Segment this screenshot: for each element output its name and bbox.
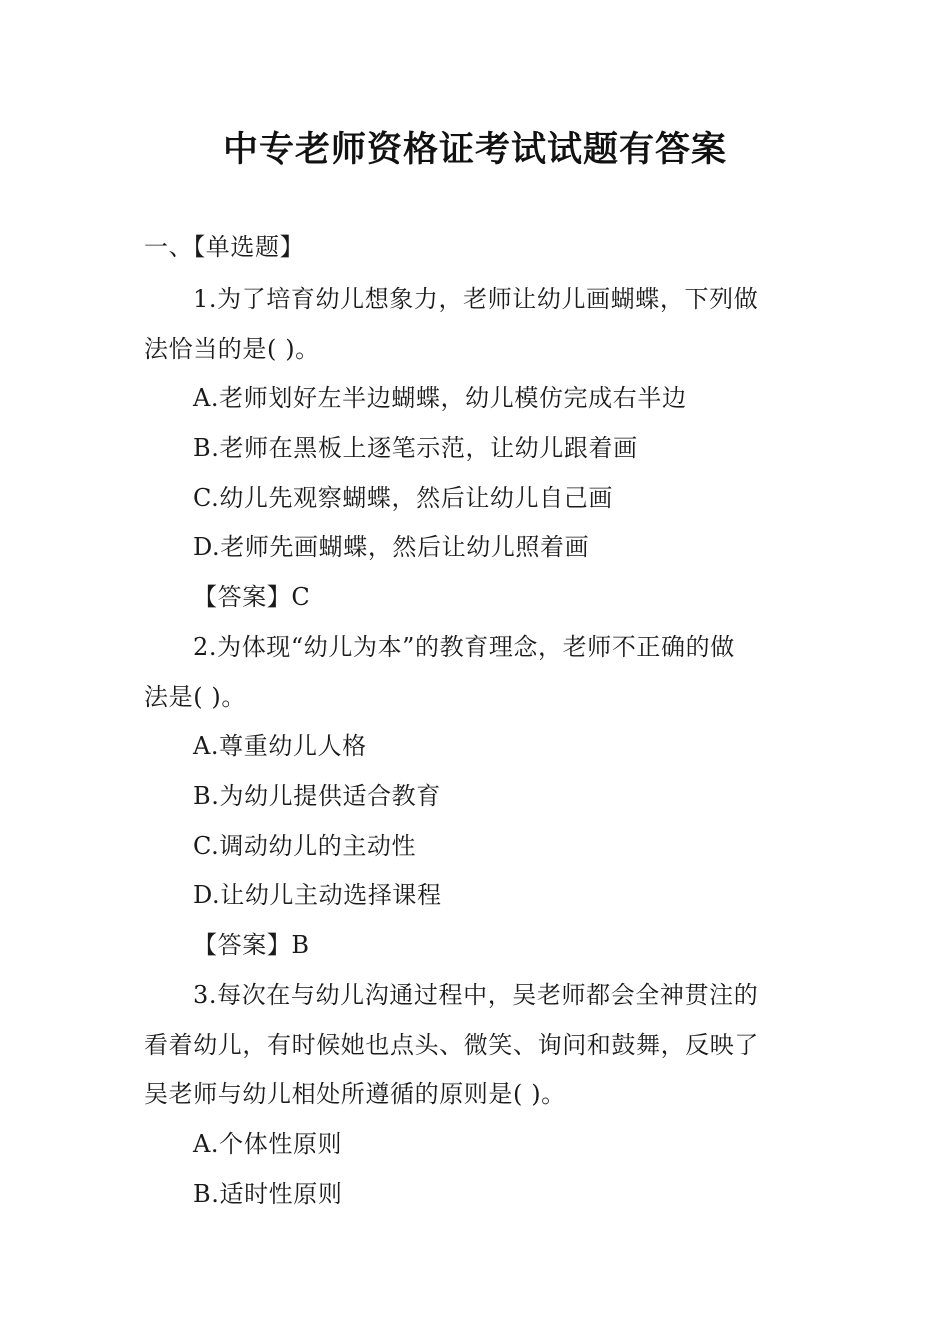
question-2-option-d: D.让幼儿主动选择课程 [193,881,442,909]
question-3-option-b: B.适时性原则 [193,1180,343,1208]
question-3-text-line-2: 看着幼儿，有时候她也点头、微笑、询问和鼓舞，反映了 [144,1031,759,1059]
question-3-text-line-3: 吴老师与幼儿相处所遵循的原则是( )。 [144,1080,566,1108]
question-1-option-b: B.老师在黑板上逐笔示范，让幼儿跟着画 [193,434,638,462]
question-1-option-d: D.老师先画蝴蝶，然后让幼儿照着画 [193,533,590,561]
document-title: 中专老师资格证考试试题有答案 [222,130,727,170]
question-2-option-a: A.尊重幼儿人格 [193,732,367,760]
question-1-option-c: C.幼儿先观察蝴蝶，然后让幼儿自己画 [193,484,613,512]
question-2-option-b: B.为幼儿提供适合教育 [193,782,441,810]
section-heading: 一、【单选题】 [144,233,305,261]
question-2-text-line-1: 2.为体现“幼儿为本”的教育理念，老师不正确的做 [193,633,735,661]
question-1-text-line-1: 1.为了培育幼儿想象力，老师让幼儿画蝴蝶，下列做 [193,285,759,313]
question-3-text-line-1: 3.每次在与幼儿沟通过程中，吴老师都会全神贯注的 [193,981,759,1009]
question-2-option-c: C.调动幼儿的主动性 [193,832,417,860]
question-1-answer: 【答案】C [193,583,311,611]
question-2-answer: 【答案】B [193,931,310,959]
question-1-option-a: A.老师划好左半边蝴蝶，幼儿模仿完成右半边 [193,384,687,412]
question-2-text-line-2: 法是( )。 [144,683,246,711]
question-3-option-a: A.个体性原则 [193,1130,343,1158]
question-1-text-line-2: 法恰当的是( )。 [144,335,320,363]
